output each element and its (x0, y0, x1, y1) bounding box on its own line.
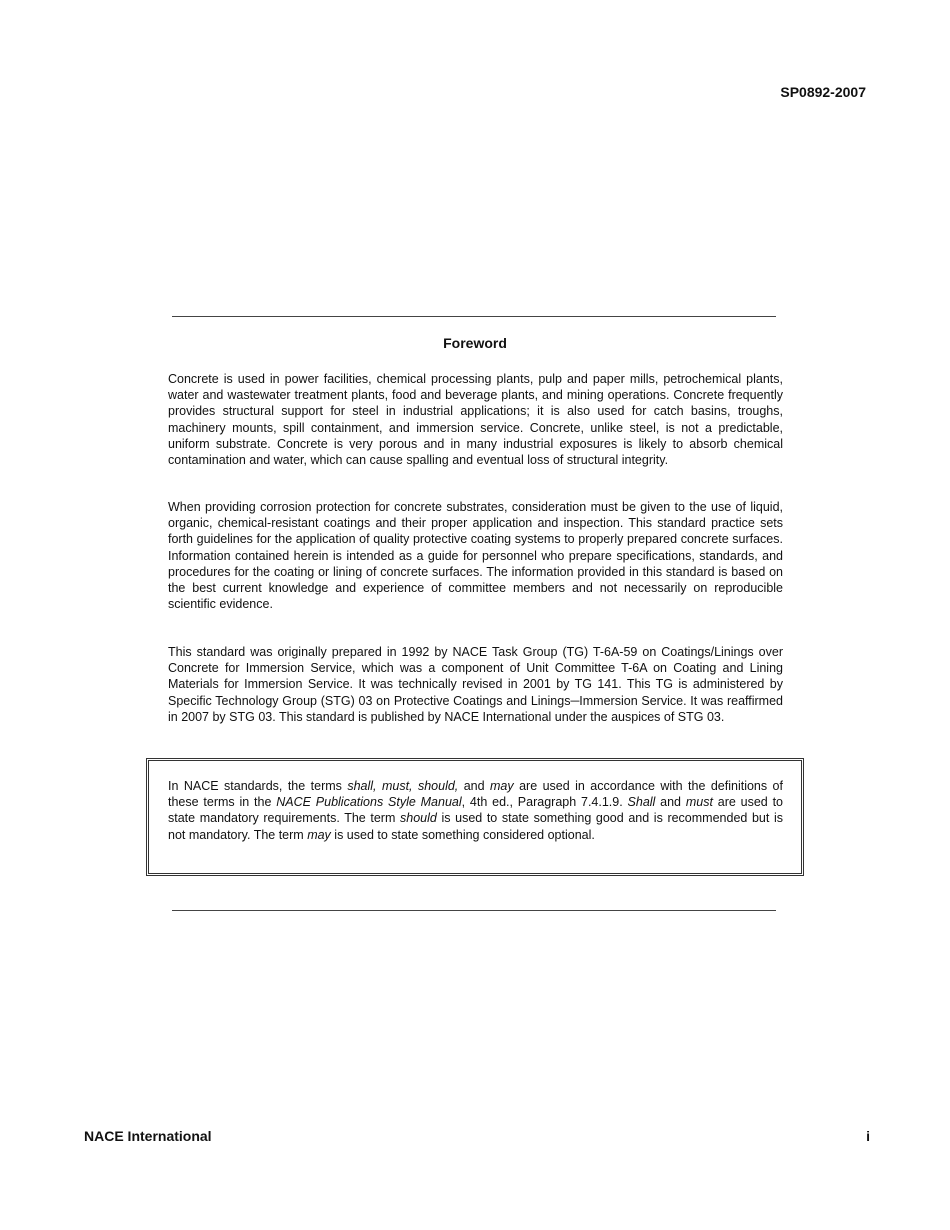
notice-text-segment: In NACE standards, the terms (168, 779, 348, 793)
notice-text-segment: are used to state mandatory requirements. The term (168, 795, 784, 826)
notice-italic-terms: shall, must, should, (347, 779, 459, 793)
bottom-divider (172, 910, 776, 911)
notice-text-segment: is used to state something considered optional. (330, 827, 595, 842)
foreword-title: Foreword (443, 335, 507, 351)
foreword-paragraph-2: When providing corrosion protection for concrete substrates, consideration must be given to the use of liquid, organic, chemical-resistant coatings and their proper application and inspection. This standard practice sets forth guidelines for the application of quality protective coating systems to properly prepared concrete surfaces. Information contained herein is intended as a guide for personnel who prepare specifications, standards, and procedures for the coating or lining of concrete surfaces. The information provided in this standard is based on the best current knowledge and experience of committee members and not necessarily on reproducible scientific evidence. (168, 500, 783, 612)
foreword-paragraph-1: Concrete is used in power facilities, chemical processing plants, pulp and paper mills, petrochemical plants, water and wastewater treatment plants, food and beverage plants, and mining operations. Concrete frequently provides structural support for steel in industrial applications; it is also used for catch basins, troughs, machinery mounts, spill containment, and immersion service. Concrete, unlike steel, is not a predictable, uniform substrate. Concrete is very porous and in many industrial exposures is likely to absorb chemical contamination and water, which can cause spalling and eventual loss of structural integrity. (168, 372, 783, 468)
foreword-paragraph-3: This standard was originally prepared in 1992 by NACE Task Group (TG) T-6A-59 on Coatings/Linings over Concrete for Immersion Service, which was a component of Unit Committee T-6A on Coating and Lining Materials for Immersion Service. It was technically revised in 2001 by TG 141. This TG is administered by Specific Technology Group (STG) 03 on Protective Coatings and Linings─Immersion Service. It was reaffirmed in 2007 by STG 03. This standard is published by NACE International under the auspices of STG 03. (168, 645, 783, 724)
notice-italic-should: should (400, 811, 437, 826)
notice-text-segment: , 4th ed., Paragraph 7.4.1.9. (461, 795, 628, 810)
notice-text-segment: is used to state something good and is recommended but is not mandatory. The term (168, 811, 783, 842)
notice-italic-must: must (685, 795, 713, 810)
terminology-notice-box (146, 758, 804, 876)
footer-publisher: NACE International (84, 1128, 212, 1144)
top-divider (172, 316, 776, 317)
notice-text-segment: are used in accordance with the definitions of these terms in the (168, 779, 783, 810)
notice-italic-shall: Shall (627, 795, 656, 810)
document-id: SP0892-2007 (780, 84, 866, 100)
notice-style-manual-title: NACE Publications Style Manual (276, 795, 462, 810)
terminology-notice-text (168, 778, 783, 843)
notice-italic-may: may (307, 827, 331, 842)
footer-page-number: i (866, 1128, 870, 1144)
notice-text-segment: and (458, 779, 491, 793)
notice-italic-may: may (490, 779, 514, 793)
notice-text-segment: and (655, 795, 686, 810)
